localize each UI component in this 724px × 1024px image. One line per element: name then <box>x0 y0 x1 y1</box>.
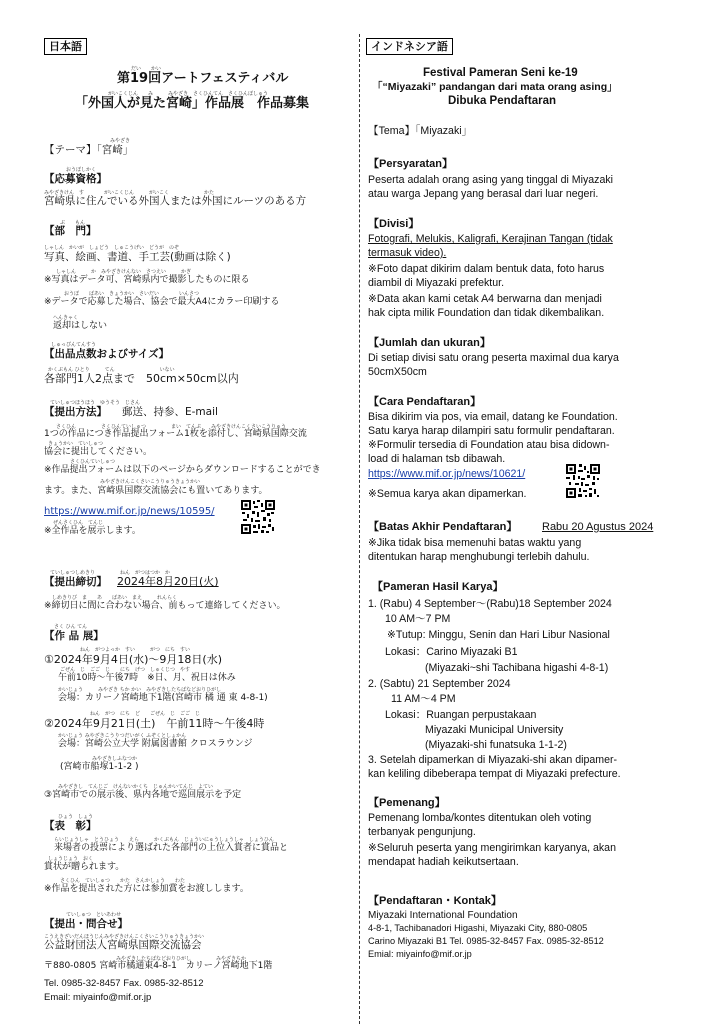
ruby: ねん がつ にち ど ごぜん じ ごご じ <box>90 711 201 717</box>
exhibit-2-date: ②2024年9月21日(土) 午前11時～午後4時 <box>44 717 265 730</box>
exhibit-1-date: ①2024年9月4日(水)～9月18日(水) <box>44 653 223 666</box>
exhibit-1-venue: 会場：カリーノ宮崎地下1階(宮崎市 橘 通 東 4-8-1) <box>58 693 268 703</box>
contact-org: 公益財団法人宮崎県国際交流協会 <box>44 939 202 951</box>
page-title: 第19回アートフェスティバル <box>117 71 289 86</box>
category-note-2: ※データで応募した場合、協会で最大A4にカラー印刷する <box>44 297 280 307</box>
eligibility-heading: 【応募資格】 <box>44 173 107 185</box>
indo-winner-4: mendapat hadiah keikutsertaan. <box>368 856 519 868</box>
contact-heading: 【提出・問合せ】 <box>44 918 128 930</box>
indo-exhibit-heading: 【Pameran Hasil Karya】 <box>372 581 504 593</box>
ruby: みやざきけん す がいこくじん がいこく かた <box>44 190 215 196</box>
indo-reg-note: ※Semua karya akan dipamerkan. <box>368 488 527 500</box>
exhibit-1-time: 午前10時～午後7時 ※日、月、祝日は休み <box>58 673 236 683</box>
method-text-1: 1つの作品につき作品提出フォーム1枚を添付し、宮崎県国際交流 <box>44 429 307 439</box>
indo-title: Festival Pameran Seni ke-19 <box>423 67 578 79</box>
indo-req-heading: 【Persyaratan】 <box>368 158 453 170</box>
indo-exhibit-2-date: 2. (Sabtu) 21 September 2024 <box>368 678 511 690</box>
indo-reg-link[interactable]: https://www.mif.or.jp/news/10621/ <box>368 468 526 480</box>
ruby: さくひん ていしゅつ かた さんかしょう わた <box>60 878 186 884</box>
indo-exhibit-1-time: 10 AM～7 PM <box>385 613 451 625</box>
ruby: しょうじょう おく <box>48 856 94 862</box>
form-download-link[interactable]: https://www.mif.or.jp/news/10595/ <box>44 506 215 517</box>
column-divider <box>359 34 360 1024</box>
deadline-note: ※締切日に間に合わない場合、前もって連絡してください。 <box>44 601 286 611</box>
method-note-2: ます。また、宮崎県国際交流協会にも置いてあります。 <box>44 486 268 496</box>
indo-deadline-1: ※Jika tidak bisa memenuhi batas waktu yang <box>368 537 582 549</box>
indo-exhibit-2-address: (Miyazaki-shi funatsuka 1-1-2) <box>425 739 567 751</box>
indo-div-1: Fotografi, Melukis, Kaligrafi, Kerajinan Tangan (tidak <box>368 233 613 245</box>
ruby: ていしゅつしめきり ねん がつはつか か <box>50 570 171 576</box>
count-heading: 【出品点数およびサイズ】 <box>44 348 170 360</box>
count-text: 各部門1人2点まで 50cm×50cm以内 <box>44 372 239 385</box>
page-subtitle: 「外国人が見た宮崎」作品展 作品募集 <box>75 96 310 111</box>
indo-subtitle-2: Dibuka Pendaftaran <box>448 95 556 107</box>
indo-contact-email[interactable]: Emial: miyainfo@mif.or.jp <box>368 949 472 959</box>
indo-req-2: atau warga Jepang yang berasal dari luar negeri. <box>368 188 599 200</box>
ruby: ひょう しょう <box>58 814 94 820</box>
qr-code-indonesian[interactable] <box>566 464 600 498</box>
ruby: かくぶもん ひとり てん いない <box>48 367 175 373</box>
all-exhibited-note: ※全作品を展示します。 <box>44 526 141 536</box>
ruby: みやざきしたちばなどおりひがし みやざきちか <box>116 956 247 962</box>
method-inline: 郵送、持参、E-mail <box>122 406 218 418</box>
exhibit-3: ③宮崎市での展示後、県内各地で巡回展示を予定 <box>44 790 242 800</box>
exhibit-2-venue: 会場：宮崎公立大学 附属図書館 クロスラウンジ <box>58 739 253 749</box>
award-text-2: 賞状が贈られます。 <box>44 862 125 872</box>
indo-reg-heading: 【Cara Pendaftaran】 <box>368 396 482 408</box>
exhibit-2-address: (宮崎市船塚1-1-2 ) <box>60 762 139 772</box>
indo-reg-4: load di halaman tsb dibawah. <box>368 453 506 465</box>
qr-code-japanese[interactable] <box>241 500 275 534</box>
indo-count-1: Di setiap divisi satu orang peserta maximal dua karya <box>368 352 619 364</box>
eligibility-text: 宮崎県に住んでいる外国人または外国にルーツのある方 <box>44 195 307 207</box>
ruby: おうぼ ばあい きょうかい さいだい いんさつ <box>64 291 200 297</box>
method-note-1: ※作品提出フォームは以下のページからダウンロードすることができ <box>44 465 321 475</box>
indo-exhibit-3b: kan keliling dibeberapa tempat di Miyazaki prefecture. <box>368 768 621 780</box>
contact-email[interactable]: Email: miyainfo@mif.or.jp <box>44 992 152 1003</box>
award-heading: 【表 彰】 <box>44 820 97 832</box>
indo-exhibit-1-date: 1. (Rabu) 4 September～(Rabu)18 September 2024 <box>368 598 612 610</box>
category-text: 写真、絵画、書道、手工芸(動画は除く) <box>44 251 231 263</box>
contact-phone: Tel. 0985-32-8457 Fax. 0985-32-8512 <box>44 978 204 989</box>
indo-exhibit-3a: 3. Setelah dipamerkan di Miyazaki-shi akan dipamer- <box>368 754 618 766</box>
deadline-heading: 【提出締切】 <box>44 576 107 588</box>
ruby: かいじょう みやざきこうりつだいがく ふぞくとしょかん <box>58 733 187 739</box>
indo-winner-2: terbanyak pengunjung. <box>368 826 476 838</box>
indo-div-note-4: hak cipta milik Foundation dan tidak dikembalikan. <box>368 307 605 319</box>
ruby: ごぜん じ ごご じ にち げつ しゅくじつ やす <box>60 667 191 673</box>
indo-contact-phone: Carino Miyazaki B1 Tel. 0985-32-8457 Fax. 0985-32-8512 <box>368 936 604 946</box>
ruby: しゅっぴんてんすう <box>51 342 97 348</box>
indo-count-heading: 【Jumlah dan ukuran】 <box>368 337 491 349</box>
indo-theme: 【Tema】「Miyazaki」 <box>368 125 473 137</box>
indo-div-note-1: ※Foto dapat dikirim dalam bentuk data, foto harus <box>368 263 605 275</box>
indo-exhibit-1-address: (Miyazaki~shi Tachibana higashi 4-8-1) <box>425 662 609 674</box>
ruby: らいじょうしゃ とうひょう えら かくぶもん じょういにゅうしょうしゃ しょうひん <box>54 837 274 843</box>
indo-exhibit-1-location: Lokasi：Carino Miyazaki B1 <box>385 646 518 658</box>
indo-contact-org: Miyazaki International Foundation <box>368 910 518 921</box>
ruby: しゃしん かいが しょどう しゅこうげい どうが のぞ <box>44 245 180 251</box>
ruby: みやざきし てんじご けんないかくち じゅんかいてんじ よてい <box>58 784 214 790</box>
ruby: さくひん さくひんていしゅつ まい てんぷ みやざきけんこくさいこうりゅう <box>56 424 287 430</box>
indo-reg-2: Satu karya harap dilampiri satu formulir pendaftaran. <box>368 425 615 437</box>
category-note-1: ※写真はデータ可、宮崎県内で撮影したものに限る <box>44 275 250 285</box>
ruby: さく ひん てん <box>54 624 88 630</box>
indo-div-heading: 【Divisi】 <box>368 218 420 230</box>
ruby: ぶ もん <box>60 220 86 226</box>
indo-exhibit-1-closed: ※Tutup: Minggu, Senin dan Hari Libur Nasional <box>387 629 610 641</box>
ruby: みやざき <box>110 138 131 144</box>
indo-exhibit-2-location-2: Miyazaki Municipal University <box>425 724 564 736</box>
exhibit-heading: 【作 品 展】 <box>44 630 104 642</box>
indo-subtitle: 「“Miyazaki” pandangan dari mata orang asing」 <box>372 81 618 93</box>
indo-div-2: termasuk video). <box>368 247 447 259</box>
award-note: ※作品を提出された方には参加賞をお渡しします。 <box>44 884 249 894</box>
theme: 【テーマ】「宮崎」 <box>44 144 134 156</box>
contact-address: 〒880-0805 宮崎市橘通東4-8-1 カリーノ宮崎地下1階 <box>44 961 273 971</box>
indo-req-1: Peserta adalah orang asing yang tinggal di Miyazaki <box>368 174 613 186</box>
indo-count-2: 50cmX50cm <box>368 366 427 378</box>
ruby: ていしゅつほうほう ゆうそう じさん <box>50 400 141 406</box>
category-note-3: 返却はしない <box>53 321 108 331</box>
indo-reg-1: Bisa dikirim via pos, via email, datang ke Foundation. <box>368 411 618 423</box>
ruby: きょうかい ていしゅつ <box>48 441 104 447</box>
ruby: ねん がつよっか すい がつ にち すい <box>80 647 191 653</box>
indo-contact-heading: 【Pendaftaran・Kontak】 <box>368 895 502 907</box>
award-text-1: 来場者の投票により選ばれた各部門の上位入賞者に賞品と <box>54 843 289 853</box>
indo-winner-1: Pemenang lomba/kontes ditentukan oleh voting <box>368 812 592 824</box>
ruby: しめきりび ま あ ばあい まえ れんらく <box>52 595 178 601</box>
indo-contact-address: 4-8-1, Tachibanadori Higashi, Miyazaki City, 880-0805 <box>368 923 588 933</box>
ruby: みやざきしふなつか <box>92 756 138 762</box>
indo-winner-3: ※Seluruh peserta yang mengirimkan karyanya, akan <box>368 842 616 854</box>
indo-deadline-heading: 【Batas Akhir Pendaftaran】 <box>368 521 518 533</box>
indo-deadline-date: Rabu 20 Agustus 2024 <box>542 521 654 533</box>
indo-exhibit-2-location: Lokasi：Ruangan perpustakaan <box>385 709 537 721</box>
deadline-date: 2024年8月20日(火) <box>117 575 219 588</box>
ruby: さくひんていしゅつ <box>70 459 116 465</box>
ruby: へんきゃく <box>53 315 79 321</box>
indo-reg-3: ※Formulir tersedia di Foundation atau bisa didown- <box>368 439 610 451</box>
method-heading: 【提出方法】 <box>44 406 107 418</box>
indo-winner-heading: 【Pemenang】 <box>368 797 446 809</box>
indo-div-note-2: diambil di Miyazaki prefektur. <box>368 277 505 289</box>
indo-deadline-2: ditentukan harap menghubungi terlebih dahulu. <box>368 551 590 563</box>
indo-div-note-3: ※Data akan kami cetak A4 berwarna dan menjadi <box>368 293 602 305</box>
ruby: みやざきけんこくさいこうりゅうきょうかい <box>100 479 201 485</box>
indo-exhibit-2-time: 11 AM～4 PM <box>391 693 456 705</box>
category-heading: 【部 門】 <box>44 225 97 237</box>
ruby: おうぼしかく <box>66 167 97 173</box>
ruby: ていしゅつ といあわせ <box>66 912 122 918</box>
language-label-indonesian: インドネシア語 <box>366 38 453 55</box>
ruby: しゃしん か みやざきけんない さつえい かぎ <box>56 269 192 275</box>
ruby: こうえきざいだんほうじんみやざきけんこくさいこうりゅうきょうかい <box>44 934 205 940</box>
ruby: がいこくじん み みやざき さくひんてん さくひんぼしゅう <box>108 91 269 97</box>
ruby: ぜんさくひん てんじ <box>53 520 104 526</box>
method-text-2: 協会に提出してください。 <box>44 447 153 457</box>
ruby: だい かい <box>131 66 162 72</box>
language-label-japanese: 日本語 <box>44 38 87 55</box>
ruby: かいじょう みやざき ちか かい みやざきしたちばなどおりひがし <box>58 687 222 693</box>
